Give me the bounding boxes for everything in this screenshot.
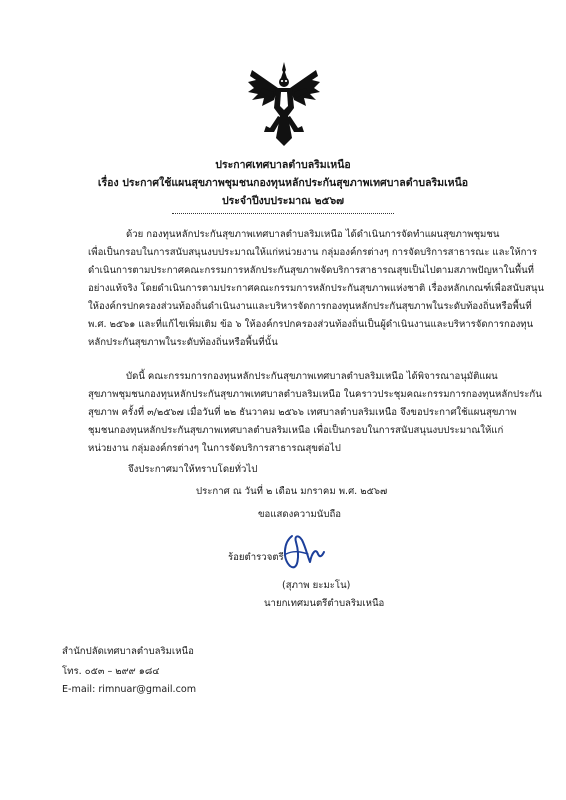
paragraph-line: ชุมชนกองทุนหลักประกันสุขภาพเทศบาลตำบลริมเหนือ เพื่อเป็นกรอบในการสนับสนุนงบประมาณให้แก่ — [88, 425, 504, 436]
fiscal-year-heading: ประจำปีงบประมาณ ๒๕๖๗ — [221, 195, 345, 207]
email-address: E-mail: rimnuar@gmail.com — [62, 684, 197, 695]
paragraph-line: สุขภาพชุมชนกองทุนหลักประกันสุขภาพเทศบาลตำบลริมเหนือ ในคราวประชุมคณะกรรมการกองทุนหลักประกัน — [88, 389, 542, 400]
paragraph-line: หลักประกันสุขภาพในระดับท้องถิ่นหรือพื้นที่นั้น — [88, 337, 278, 348]
paragraph-line: ให้องค์กรปกครองส่วนท้องถิ่นดำเนินงานและบริหารจัดการกองทุนหลักประกันสุขภาพในระดับท้องถิ่นหรือพื้นที่ — [88, 301, 532, 312]
signer-rank: ร้อยตำรวจตรี — [228, 552, 284, 563]
signature-icon — [278, 528, 330, 574]
phone-number: โทร. ๐๕๓ – ๒๙๙ ๑๘๔ — [62, 666, 160, 677]
announcement-date: ประกาศ ณ วันที่ ๒ เดือน มกราคม พ.ศ. ๒๕๖๗ — [196, 486, 388, 497]
garuda-emblem-icon — [248, 62, 320, 146]
signer-name: (สุภาพ ยะมะโน) — [282, 580, 351, 591]
signer-title: นายกเทศมนตรีตำบลริมเหนือ — [264, 598, 385, 609]
paragraph-line: หน่วยงาน กลุ่มองค์กรต่างๆ ในการจัดบริการสาธารณสุขต่อไป — [88, 443, 341, 454]
paragraph-line: เพื่อเป็นกรอบในการสนับสนุนงบประมาณให้แก่หน่วยงาน กลุ่มองค์กรต่างๆ การจัดบริการสาธารณะ และให้การ — [88, 247, 537, 258]
paragraph-line: อย่างแท้จริง โดยดำเนินการตามประกาศคณะกรรมการหลักประกันสุขภาพแห่งชาติ เรื่องหลักเกณฑ์เพื่อสนับสนุน — [88, 283, 544, 294]
closing-text: ขอแสดงความนับถือ — [258, 509, 342, 520]
paragraph-line: ด้วย กองทุนหลักประกันสุขภาพเทศบาลตำบลริมเหนือ ได้ดำเนินการจัดทำแผนสุขภาพชุมชน — [126, 229, 500, 240]
paragraph-line: สุขภาพ ครั้งที่ ๓/๒๕๖๗ เมื่อวันที่ ๒๒ ธันวาคม ๒๕๖๖ เทศบาลตำบลริมเหนือ จึงขอประกาศใช้แผนสุขภาพ — [88, 407, 517, 418]
separator-line — [172, 213, 394, 214]
paragraph-line: ดำเนินการตามประกาศคณะกรรมการหลักประกันสุขภาพจัดบริการสาธารณสุขเป็นไปตามสภาพปัญหาในพื้นที่ — [88, 265, 534, 276]
paragraph-line: พ.ศ. ๒๕๖๑ และที่แก้ไขเพิ่มเติม ข้อ ๖ ให้องค์กรปกครองส่วนท้องถิ่นเป็นผู้ดำเนินงานและบริหารจัดการกองทุน — [88, 319, 534, 330]
announcement-text: จึงประกาศมาให้ทราบโดยทั่วไป — [128, 464, 258, 475]
office-name: สำนักปลัดเทศบาลตำบลริมเหนือ — [62, 646, 194, 657]
subject-heading: เรื่อง ประกาศใช้แผนสุขภาพชุมชนกองทุนหลักประกันสุขภาพเทศบาลตำบลริมเหนือ — [97, 177, 469, 189]
paragraph-2 — [88, 368, 542, 458]
paragraph-line: บัดนี้ คณะกรรมการกองทุนหลักประกันสุขภาพเทศบาลตำบลริมเหนือ ได้พิจารณาอนุมัติแผน — [126, 371, 498, 382]
paragraph-1 — [88, 226, 544, 352]
organization-heading: ประกาศเทศบาลตำบลริมเหนือ — [215, 159, 351, 171]
